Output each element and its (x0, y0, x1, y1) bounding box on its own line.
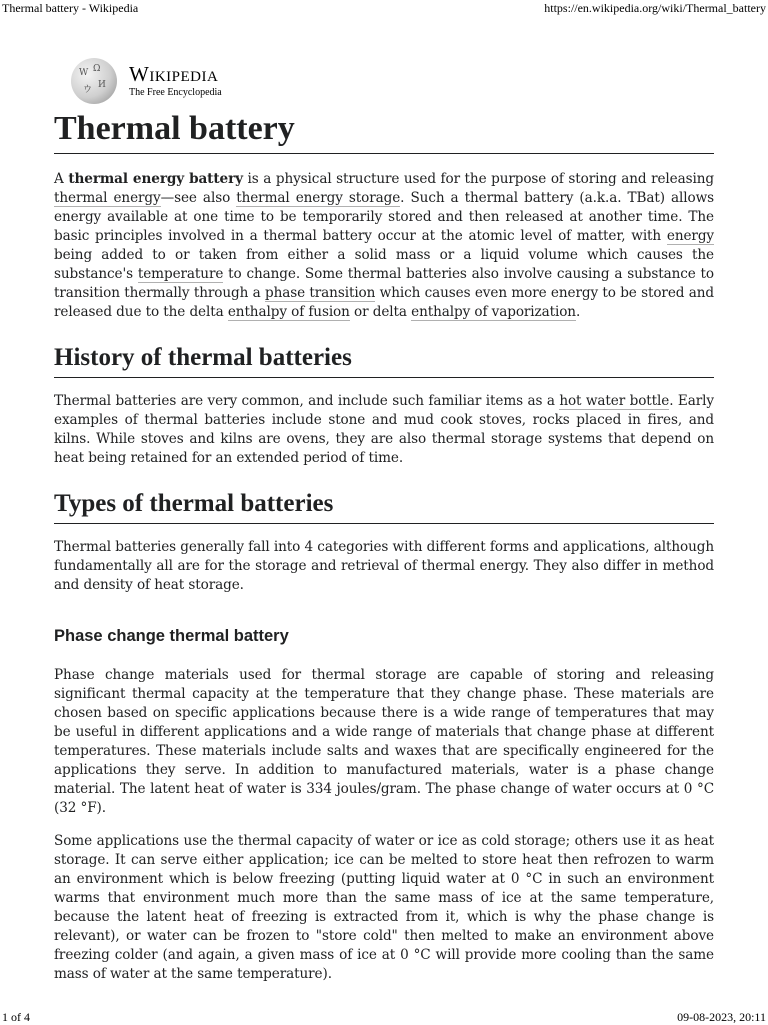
wikipedia-logo[interactable] (71, 56, 714, 106)
wikipedia-globe-icon: W Ω ウ И (71, 58, 117, 104)
phase-change-paragraph-2: Some applications use the thermal capacity of water or ice as cold storage; others use it as heat storage. It can serve either application; ice can be melted to store heat then refrozen to warm an environment which is below freezing (putting liquid water at 0 °C in such an environment warms that environment much more than the same mass of ice at the same temperature, because the latent heat of freezing is extracted from it, which is why the phase change is relevant), or water can be frozen to "store cold" then melted to make an environment above freezing colder (and again, a given mass of ice at 0 °C will provide more cooling than the same mass of water at the same temperature). (54, 832, 714, 982)
print-header-url: https://en.wikipedia.org/wiki/Thermal_battery (544, 1, 766, 15)
intro-paragraph: A thermal energy battery is a physical structure used for the purpose of storing and releasing thermal energy—see also thermal energy storage. Such a thermal battery (a.k.a. TBat) allows energy available at one time to be temporarily stored and then released at another time. The basic principles involved in a thermal battery occur at the atomic level of matter, with energy being added to or taken from either a solid mass or a liquid volume which causes the substance's temperature to change. Some thermal batteries also involve causing a substance to transition thermally through a phase transition which causes even more energy to be stored and released due to the delta enthalpy of fusion or delta enthalpy of vaporization. (54, 171, 715, 321)
heading-types: Types of thermal batteries (54, 490, 714, 524)
link-enthalpy-of-vaporization[interactable]: enthalpy of vaporization (411, 304, 576, 321)
link-hot-water-bottle[interactable]: hot water bottle (559, 393, 670, 410)
link-thermal-energy-storage[interactable]: thermal energy storage (236, 190, 401, 207)
print-header-title: Thermal battery - Wikipedia (2, 1, 139, 15)
link-temperature[interactable]: temperature (137, 266, 224, 283)
types-paragraph: Thermal batteries generally fall into 4 categories with different forms and applications, although fundamentally all are for the storage and retrieval of thermal energy. They also differ in method and density of heat storage. (54, 538, 714, 593)
print-header (0, 1, 768, 16)
link-enthalpy-of-fusion[interactable]: enthalpy of fusion (227, 304, 350, 321)
link-phase-transition[interactable]: phase transition (264, 285, 376, 302)
article-page (54, 56, 714, 984)
page-title: Thermal battery (54, 110, 714, 154)
heading-phase-change: Phase change thermal battery (54, 626, 289, 645)
intro-bold-term: thermal energy battery (68, 171, 243, 188)
wikipedia-tagline: The Free Encyclopedia (129, 87, 222, 98)
heading-history: History of thermal batteries (54, 344, 714, 378)
print-footer (0, 1010, 768, 1025)
history-paragraph: Thermal batteries are very common, and include such familiar items as a hot water bottle. Early examples of thermal batteries include stone and mud cook stoves, rocks placed in fires, and kilns. While stoves and kilns are ovens, they are also thermal storage systems that depend on heat being retained for an extended period of time. (54, 393, 714, 467)
print-footer-datetime: 09-08-2023, 20:11 (677, 1010, 766, 1024)
link-thermal-energy[interactable]: thermal energy (54, 190, 161, 207)
phase-change-paragraph-1: Phase change materials used for thermal storage are capable of storing and releasing significant thermal capacity at the temperature that they change phase. These materials are chosen based on specific applications because there is a wide range of temperatures that may be useful in different applications and a wide range of materials that change phase at different temperatures. These materials include salts and waxes that are specifically engineered for the applications they serve. In addition to manufactured materials, water is a phase change material. The latent heat of water is 334 joules/gram. The phase change of water occurs at 0 °C (32 °F). (54, 666, 714, 816)
link-energy[interactable]: energy (666, 228, 714, 245)
print-footer-page: 1 of 4 (2, 1010, 30, 1024)
wikipedia-wordmark: Wikipedia (129, 62, 219, 86)
